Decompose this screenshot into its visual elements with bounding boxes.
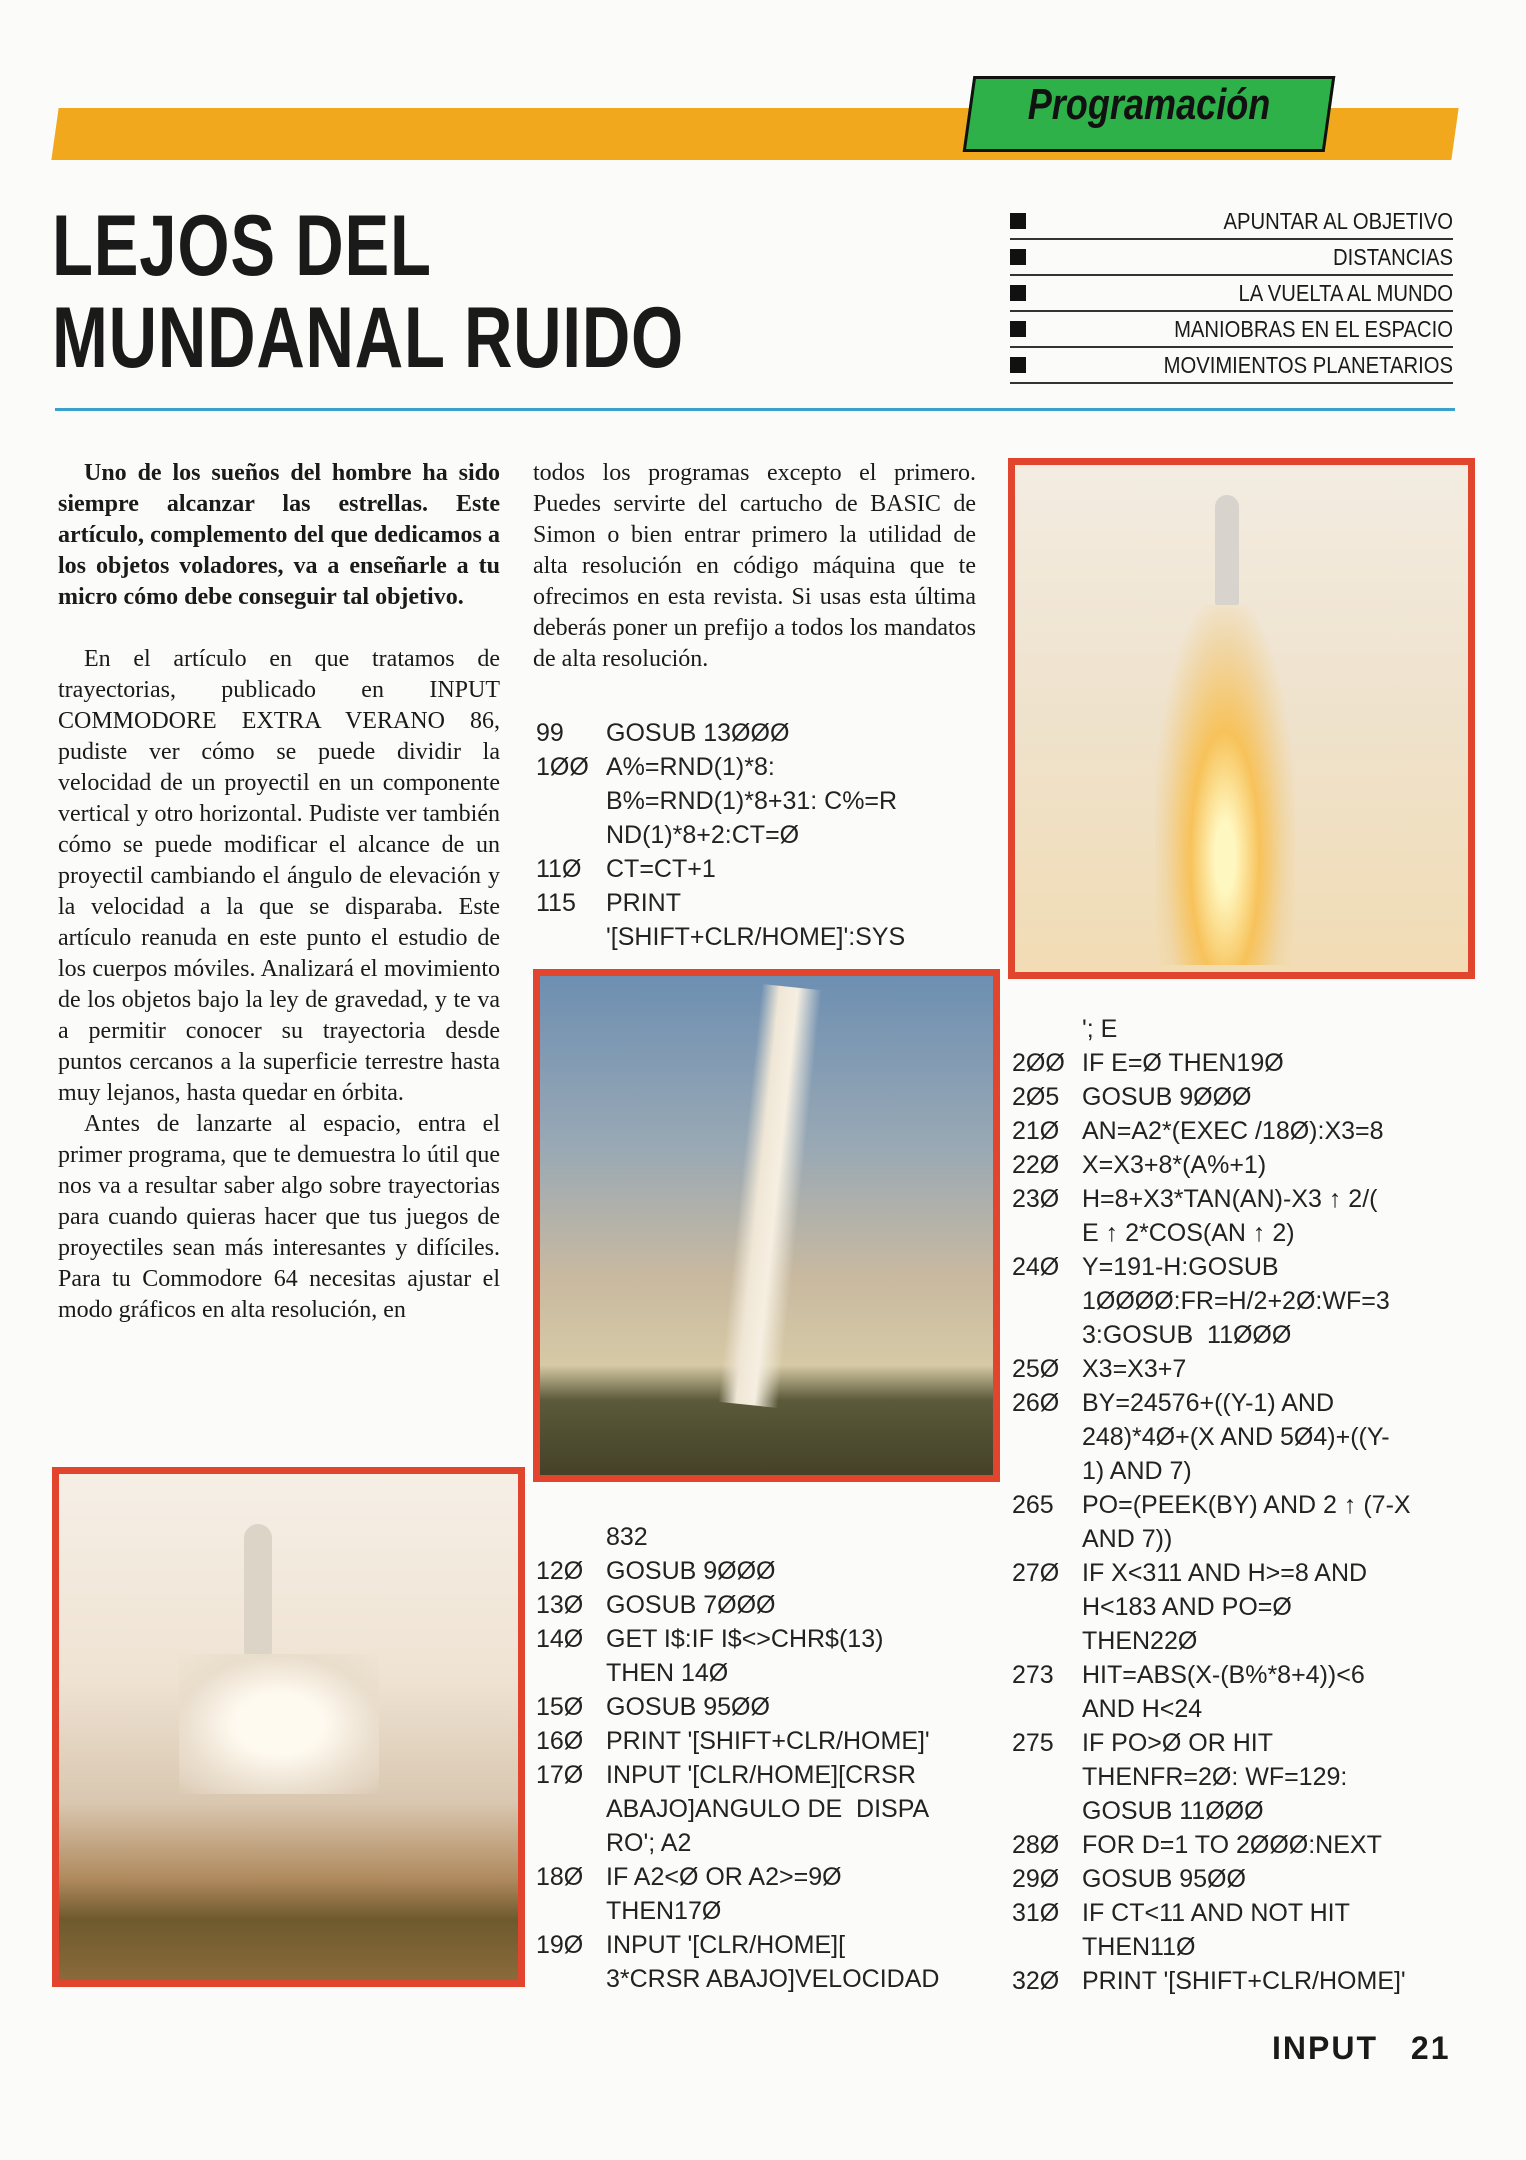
line-number — [1012, 1454, 1082, 1488]
line-code: IF A2<Ø OR A2>=9Ø — [606, 1863, 842, 1891]
line-number: 2ØØ — [1012, 1049, 1065, 1077]
code-line — [536, 920, 986, 954]
code-line — [1012, 1522, 1482, 1556]
line-code: ABAJO]ANGULO DE DISPA — [606, 1795, 930, 1823]
line-number: 23Ø — [1012, 1185, 1060, 1213]
code-line — [1012, 1318, 1482, 1352]
line-code: H<183 AND PO=Ø — [1082, 1593, 1292, 1621]
code-line — [1012, 1556, 1482, 1590]
line-number — [536, 1894, 606, 1928]
line-number: 19Ø — [536, 1931, 584, 1959]
line-number: 275 — [1012, 1729, 1054, 1757]
line-code: THEN 14Ø — [606, 1659, 729, 1687]
line-number — [1012, 1522, 1082, 1556]
line-code: BY=24576+((Y-1) AND — [1082, 1389, 1335, 1417]
code-line — [1012, 1658, 1482, 1692]
line-code: '[SHIFT+CLR/HOME]':SYS — [606, 923, 906, 951]
line-number: 115 — [536, 889, 576, 917]
code-listing — [536, 1520, 996, 1996]
line-number: 27Ø — [1012, 1559, 1060, 1587]
line-code: GOSUB 9ØØØ — [606, 1557, 776, 1585]
line-code: '; E — [1082, 1015, 1118, 1043]
code-line — [536, 1520, 996, 1554]
column-1 — [58, 458, 500, 1326]
code-line — [1012, 1692, 1482, 1726]
line-code: 1) AND 7) — [1082, 1457, 1192, 1485]
line-code: PRINT — [606, 889, 681, 917]
line-code: HIT=ABS(X-(B%*8+4))<6 — [1082, 1661, 1365, 1689]
smoke-cloud — [179, 1654, 379, 1794]
code-line — [536, 1792, 996, 1826]
code-line — [536, 1588, 996, 1622]
title-line-2: MUNDANAL RUIDO — [52, 290, 685, 386]
code-line — [536, 1962, 996, 1996]
line-code: IF X<311 AND H>=8 AND — [1082, 1559, 1368, 1587]
line-number — [536, 784, 606, 818]
code-line — [1012, 1012, 1482, 1046]
line-code: AND 7)) — [1082, 1525, 1173, 1553]
code-line — [536, 750, 986, 784]
line-number: 14Ø — [536, 1625, 584, 1653]
code-listing — [1012, 1012, 1482, 1998]
code-line — [536, 1894, 996, 1928]
line-code: THENFR=2Ø: WF=129: — [1082, 1763, 1348, 1791]
line-code: 832 — [606, 1523, 648, 1551]
code-line — [1012, 1420, 1482, 1454]
code-line — [536, 1860, 996, 1894]
line-number: 31Ø — [1012, 1899, 1060, 1927]
code-line — [536, 1656, 996, 1690]
shuttle-launchpad-photo — [52, 1467, 525, 1987]
line-code: PO=(PEEK(BY) AND 2 ↑ (7-X — [1082, 1491, 1411, 1519]
line-number: 99 — [536, 719, 564, 747]
line-number: 1ØØ — [536, 753, 589, 781]
line-number — [536, 1962, 606, 1996]
code-line — [536, 1928, 996, 1962]
line-number — [1012, 1012, 1082, 1046]
line-code: 3:GOSUB 11ØØØ — [1082, 1321, 1292, 1349]
line-code: THEN22Ø — [1082, 1627, 1198, 1655]
code-line — [1012, 1284, 1482, 1318]
line-number — [1012, 1590, 1082, 1624]
code-line — [1012, 1964, 1482, 1998]
code-line — [536, 1724, 996, 1758]
line-number — [1012, 1284, 1082, 1318]
line-number: 265 — [1012, 1491, 1054, 1519]
line-code: IF CT<11 AND NOT HIT — [1082, 1899, 1350, 1927]
line-number: 17Ø — [536, 1761, 584, 1789]
line-number — [536, 1656, 606, 1690]
code-line — [1012, 1794, 1482, 1828]
topic-item: MOVIMIENTOS PLANETARIOS — [1010, 348, 1453, 384]
bullet-square-icon — [1010, 357, 1026, 373]
line-code: RO'; A2 — [606, 1829, 692, 1857]
line-code: AND H<24 — [1082, 1695, 1203, 1723]
line-code: IF PO>Ø OR HIT — [1082, 1729, 1273, 1757]
body-paragraph: todos los programas excepto el primero. Puedes servirte del cartucho de BASIC de Simon o bien entrar primero la utilidad de alta resolución en código máquina que te ofrecimos en esta revista. Si usas esta última deberás poner un prefijo a todos los mandatos de alta resolución. — [533, 460, 976, 672]
line-code: E ↑ 2*COS(AN ↑ 2) — [1082, 1219, 1295, 1247]
code-line — [536, 1758, 996, 1792]
line-code: FOR D=1 TO 2ØØØ:NEXT — [1082, 1831, 1382, 1859]
line-number — [1012, 1420, 1082, 1454]
rocket-flame — [1155, 605, 1295, 965]
line-code: INPUT '[CLR/HOME][CRSR — [606, 1761, 916, 1789]
code-line — [1012, 1624, 1482, 1658]
bullet-square-icon — [1010, 285, 1026, 301]
shuttle-liftoff-photo — [1008, 458, 1475, 979]
code-line — [536, 716, 986, 750]
line-number: 273 — [1012, 1661, 1054, 1689]
line-code: X3=X3+7 — [1082, 1355, 1187, 1383]
line-number — [536, 1826, 606, 1860]
topic-item: DISTANCIAS — [1010, 240, 1453, 276]
bullet-square-icon — [1010, 321, 1026, 337]
topic-item: MANIOBRAS EN EL ESPACIO — [1010, 312, 1453, 348]
line-number: 15Ø — [536, 1693, 584, 1721]
line-code: 1ØØØØ:FR=H/2+2Ø:WF=3 — [1082, 1287, 1390, 1315]
line-code: THEN11Ø — [1082, 1933, 1196, 1961]
bullet-square-icon — [1010, 213, 1026, 229]
code-line — [536, 784, 986, 818]
line-code: THEN17Ø — [606, 1897, 722, 1925]
line-code: GET I$:IF I$<>CHR$(13) — [606, 1625, 884, 1653]
code-line — [1012, 1896, 1482, 1930]
line-number — [536, 920, 606, 954]
line-number — [536, 1792, 606, 1826]
line-number: 12Ø — [536, 1557, 584, 1585]
code-line — [1012, 1352, 1482, 1386]
shuttle-shape — [1215, 495, 1239, 605]
body-paragraph: Antes de lanzarte al espacio, entra el primer programa, que te demuestra lo útil que nos va a resultar saber algo sobre trayectorias para cuando quieras hacer que tus juegos de proyectiles sean más interesantes y difíciles. Para tu Commodore 64 necesitas ajustar el modo gráficos en alta resolución, en — [58, 1111, 500, 1323]
code-line — [1012, 1488, 1482, 1522]
line-code: IF E=Ø THEN19Ø — [1082, 1049, 1284, 1077]
code-line — [1012, 1046, 1482, 1080]
line-code: Y=191-H:GOSUB — [1082, 1253, 1279, 1281]
code-line — [1012, 1080, 1482, 1114]
line-code: H=8+X3*TAN(AN)-X3 ↑ 2/( — [1082, 1185, 1378, 1213]
smoke-trail — [718, 984, 822, 1408]
column-2 — [533, 458, 976, 675]
code-line — [536, 818, 986, 852]
lead-paragraph: Uno de los sueños del hombre ha sido siempre alcanzar las estrellas. Este artículo, complemento del que dedicamos a los objetos voladores, va a enseñarle a tu micro cómo debe conseguir tal objetivo. — [58, 460, 500, 610]
line-code: GOSUB 9ØØØ — [1082, 1083, 1252, 1111]
line-number — [1012, 1216, 1082, 1250]
line-code: GOSUB 13ØØØ — [606, 719, 790, 747]
line-number: 25Ø — [1012, 1355, 1060, 1383]
line-code: ND(1)*8+2:CT=Ø — [606, 821, 800, 849]
line-code: GOSUB 95ØØ — [1082, 1865, 1246, 1893]
line-number — [1012, 1930, 1082, 1964]
line-number: 21Ø — [1012, 1117, 1060, 1145]
line-number: 11Ø — [536, 855, 582, 883]
code-line — [1012, 1386, 1482, 1420]
line-code: 248)*4Ø+(X AND 5Ø4)+((Y- — [1082, 1423, 1390, 1451]
line-code: PRINT '[SHIFT+CLR/HOME]' — [606, 1727, 930, 1755]
divider-rule — [55, 408, 1455, 411]
code-listing — [536, 716, 986, 954]
topic-item: LA VUELTA AL MUNDO — [1010, 276, 1453, 312]
line-number — [1012, 1760, 1082, 1794]
code-line — [1012, 1250, 1482, 1284]
line-code: GOSUB 11ØØØ — [1082, 1797, 1264, 1825]
article-title — [52, 200, 684, 384]
topic-item: APUNTAR AL OBJETIVO — [1010, 204, 1453, 240]
line-number: 28Ø — [1012, 1831, 1060, 1859]
code-line — [536, 1826, 996, 1860]
code-line — [536, 1622, 996, 1656]
line-number — [1012, 1794, 1082, 1828]
code-line — [1012, 1726, 1482, 1760]
code-line — [536, 886, 986, 920]
code-line — [1012, 1760, 1482, 1794]
line-number: 32Ø — [1012, 1967, 1060, 1995]
code-line — [1012, 1828, 1482, 1862]
code-line — [1012, 1454, 1482, 1488]
line-code: CT=CT+1 — [606, 855, 716, 883]
code-line — [1012, 1930, 1482, 1964]
body-paragraph: En el artículo en que tratamos de trayectorias, publicado en INPUT COMMODORE EXTRA VERANO 86, pudiste ver cómo se puede dividir la velocidad de un proyectil en un componente vertical y otro horizontal. Pudiste ver también cómo se puede modificar el alcance de un proyectil cambiando el ángulo de elevación y la velocidad a la que se disparaba. Este artículo reanuda en este punto el estudio de los cuerpos móviles. Analizará el movimiento de los objetos bajo la ley de gravedad, y te va a permitir conocer su trayectoria desde puntos cercanos a la superficie terrestre hasta muy lejanos, hasta quedar en órbita. — [58, 646, 500, 1106]
section-label: Programación — [1027, 80, 1271, 129]
line-number — [536, 1520, 606, 1554]
code-line — [1012, 1182, 1482, 1216]
line-number: 24Ø — [1012, 1253, 1060, 1281]
page-number: 21 — [1410, 2030, 1451, 2066]
line-code: AN=A2*(EXEC /18Ø):X3=8 — [1082, 1117, 1384, 1145]
line-code: INPUT '[CLR/HOME][ — [606, 1931, 846, 1959]
line-number: 29Ø — [1012, 1865, 1060, 1893]
code-line — [1012, 1862, 1482, 1896]
topics-list — [1010, 204, 1453, 384]
bullet-square-icon — [1010, 249, 1026, 265]
line-number: 2Ø5 — [1012, 1083, 1060, 1111]
line-code: X=X3+8*(A%+1) — [1082, 1151, 1267, 1179]
line-code: GOSUB 7ØØØ — [606, 1591, 776, 1619]
code-line — [1012, 1590, 1482, 1624]
line-number — [1012, 1624, 1082, 1658]
line-number — [1012, 1692, 1082, 1726]
code-line — [536, 1554, 996, 1588]
code-line — [536, 852, 986, 886]
line-number: 16Ø — [536, 1727, 584, 1755]
line-number: 13Ø — [536, 1591, 584, 1619]
line-code: PRINT '[SHIFT+CLR/HOME]' — [1082, 1967, 1406, 1995]
line-number — [1012, 1318, 1082, 1352]
magazine-name: INPUT — [1272, 2030, 1378, 2066]
page-footer — [1272, 2030, 1450, 2067]
line-number: 26Ø — [1012, 1389, 1060, 1417]
line-code: 3*CRSR ABAJO]VELOCIDAD — [606, 1965, 940, 1993]
title-line-1: LEJOS DEL — [52, 198, 432, 294]
shuttle-smoke-trail-photo — [533, 969, 1000, 1482]
code-line — [1012, 1114, 1482, 1148]
line-number: 22Ø — [1012, 1151, 1060, 1179]
line-code: GOSUB 95ØØ — [606, 1693, 770, 1721]
line-number — [536, 818, 606, 852]
code-line — [1012, 1216, 1482, 1250]
line-code: A%=RND(1)*8: — [606, 753, 775, 781]
shuttle-shape — [244, 1524, 272, 1654]
line-code: B%=RND(1)*8+31: C%=R — [606, 787, 898, 815]
code-line — [1012, 1148, 1482, 1182]
line-number: 18Ø — [536, 1863, 584, 1891]
code-line — [536, 1690, 996, 1724]
